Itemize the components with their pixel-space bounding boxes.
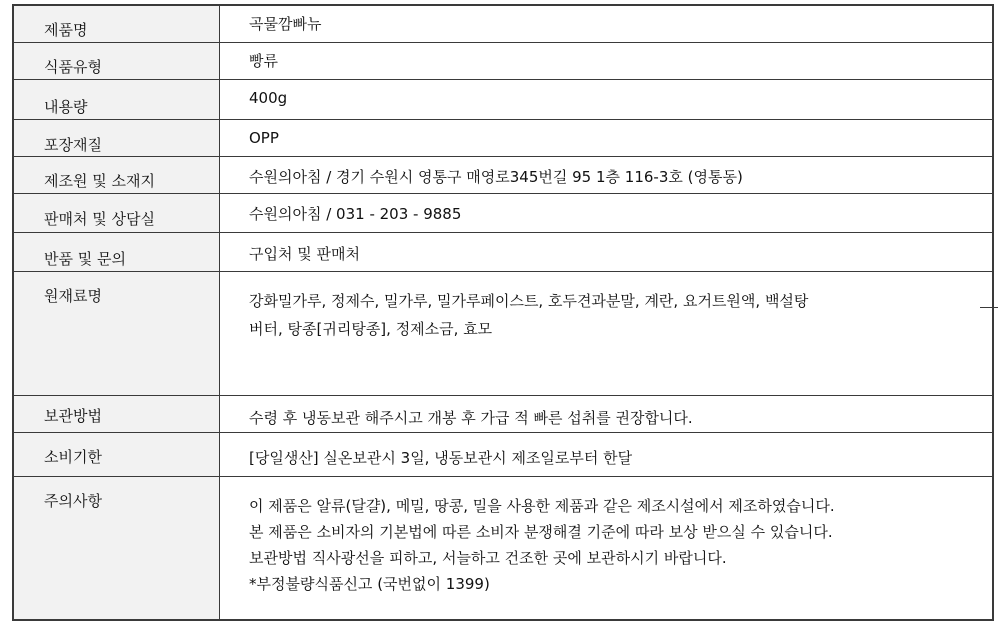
row-label: 내용량 <box>44 98 88 116</box>
table-row <box>14 233 992 272</box>
row-value-cell <box>221 120 992 156</box>
row-value: 빵류 <box>249 52 278 70</box>
row-label-cell <box>14 120 220 156</box>
row-value: 본 제품은 소비자의 기본법에 따른 소비자 분쟁해결 기준에 따라 보상 받으실 수 있습니다. <box>249 523 833 541</box>
table-row <box>14 157 992 194</box>
row-value: *부정불량식품신고 (국번없이 1399) <box>249 575 490 593</box>
row-value-cell <box>221 43 992 79</box>
row-label-cell <box>14 396 220 432</box>
row-value: OPP <box>249 129 279 147</box>
row-value-cell <box>221 272 992 395</box>
table-row <box>14 272 992 396</box>
row-value: [당일생산] 실온보관시 3일, 냉동보관시 제조일로부터 한달 <box>249 449 633 467</box>
row-label: 포장재질 <box>44 136 102 154</box>
row-value-cell <box>221 194 992 232</box>
row-value-cell <box>221 157 992 193</box>
row-label-cell <box>14 43 220 79</box>
row-label-cell <box>14 272 220 395</box>
row-label: 보관방법 <box>44 407 102 425</box>
table-row <box>14 43 992 80</box>
table-row <box>14 477 992 619</box>
table-row <box>14 120 992 157</box>
row-value: 400g <box>249 89 288 107</box>
row-label-cell <box>14 233 220 271</box>
table-row <box>14 6 992 43</box>
row-label: 판매처 및 상담실 <box>44 210 155 228</box>
row-label: 제품명 <box>44 21 88 39</box>
table-row <box>14 80 992 120</box>
row-label-cell <box>14 80 220 119</box>
row-value-cell <box>221 433 992 476</box>
row-value: 수령 후 냉동보관 해주시고 개봉 후 가급 적 빠른 섭취를 권장합니다. <box>249 409 693 427</box>
row-value: 구입처 및 판매처 <box>249 245 360 263</box>
product-info-table <box>12 4 994 621</box>
row-value: 보관방법 직사광선을 피하고, 서늘하고 건조한 곳에 보관하시기 바랍니다. <box>249 549 727 567</box>
row-label: 제조원 및 소재지 <box>44 172 155 190</box>
row-value: 강화밀가루, 정제수, 밀가루, 밀가루페이스트, 호두견과분말, 계란, 요거트원액, 백설탕 <box>249 292 809 310</box>
table-edge-tick <box>980 307 998 308</box>
row-value-cell <box>221 477 992 619</box>
row-label-cell <box>14 477 220 619</box>
table-row <box>14 396 992 433</box>
row-value: 이 제품은 알류(달걀), 메밀, 땅콩, 밀을 사용한 제품과 같은 제조시설에서 제조하였습니다. <box>249 497 835 515</box>
row-value-cell <box>221 80 992 119</box>
row-label: 원재료명 <box>44 287 102 305</box>
row-value-cell <box>221 233 992 271</box>
row-label-cell <box>14 157 220 193</box>
row-label: 반품 및 문의 <box>44 250 126 268</box>
row-value-cell <box>221 6 992 42</box>
row-value: 버터, 탕종[귀리탕종], 정제소금, 효모 <box>249 320 493 338</box>
row-label: 식품유형 <box>44 58 102 76</box>
row-value: 수원의아침 / 경기 수원시 영통구 매영로345번길 95 1층 116-3호 (영통동) <box>249 168 743 186</box>
row-value: 수원의아침 / 031 - 203 - 9885 <box>249 205 462 223</box>
row-label-cell <box>14 6 220 42</box>
table-row <box>14 433 992 477</box>
row-label-cell <box>14 433 220 476</box>
row-value-cell <box>221 396 992 432</box>
table-row <box>14 194 992 233</box>
row-label: 주의사항 <box>44 492 102 510</box>
row-value: 곡물깜빠뉴 <box>249 15 322 33</box>
row-label: 소비기한 <box>44 448 102 466</box>
row-label-cell <box>14 194 220 232</box>
